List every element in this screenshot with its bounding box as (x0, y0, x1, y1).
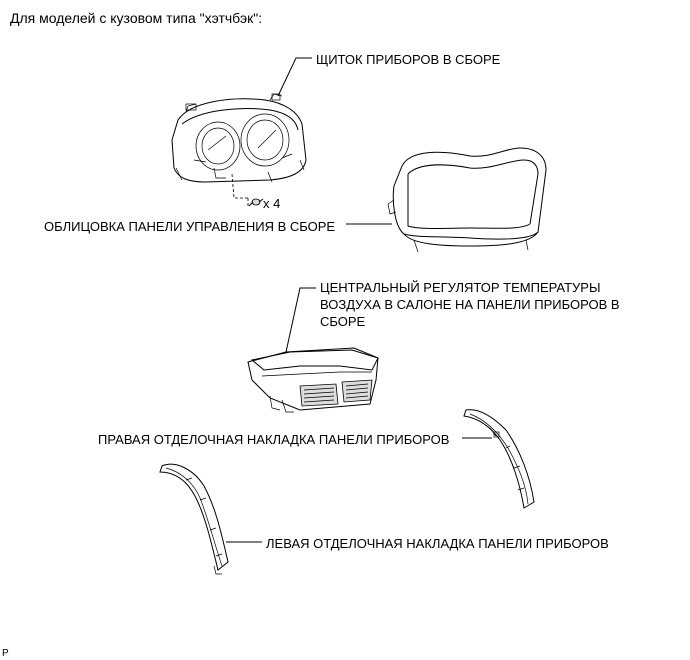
panel-finish-drawing (388, 148, 546, 252)
label-left-garnish: ЛЕВАЯ ОТДЕЛОЧНАЯ НАКЛАДКА ПАНЕЛИ ПРИБОРОВ (266, 536, 609, 551)
left-garnish-drawing (160, 464, 228, 574)
footer-mark: P (2, 648, 9, 659)
label-right-garnish: ПРАВАЯ ОТДЕЛОЧНАЯ НАКЛАДКА ПАНЕЛИ ПРИБОРОВ (98, 432, 450, 447)
label-center-register: ЦЕНТРАЛЬНЫЙ РЕГУЛЯТОР ТЕМПЕРАТУРЫ ВОЗДУХА В САЛОНЕ НА ПАНЕЛИ ПРИБОРОВ В СБОРЕ (320, 280, 620, 329)
leader-line-instrument-cluster (278, 58, 312, 96)
leader-line-center-register (286, 288, 316, 352)
label-panel-finish: ОБЛИЦОВКА ПАНЕЛИ УПРАВЛЕНИЯ В СБОРЕ (44, 219, 336, 234)
right-garnish-drawing (464, 410, 534, 508)
header-note: Для моделей с кузовом типа "хэтчбэк": (10, 10, 263, 26)
label-instrument-cluster: ЩИТОК ПРИБОРОВ В СБОРЕ (316, 52, 501, 67)
instrument-cluster-drawing (172, 94, 306, 206)
center-register-drawing (248, 348, 378, 412)
screw-count: x 4 (263, 196, 281, 211)
screw-drawing (249, 199, 263, 206)
